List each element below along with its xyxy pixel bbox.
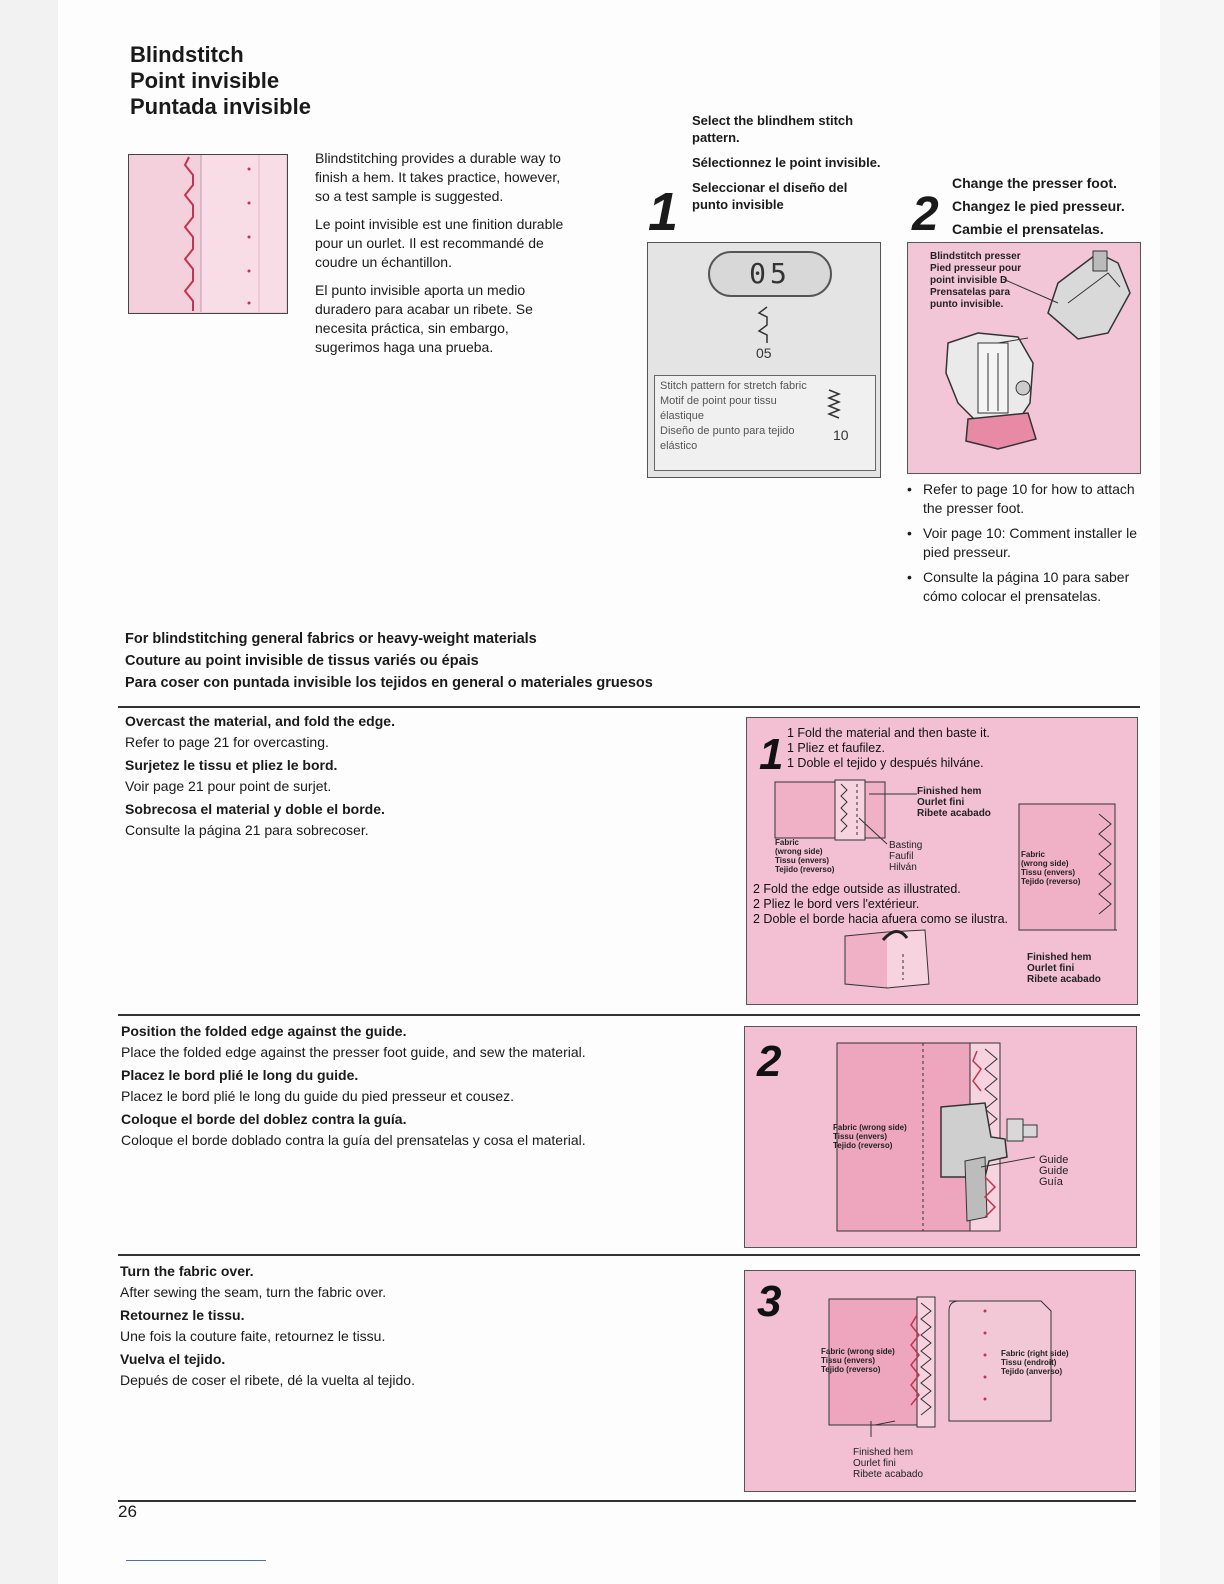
lcd-info-code: 10 [833,427,849,443]
title-es: Puntada invisible [130,94,311,119]
foot-label-fr2: point invisible D [930,275,1008,286]
fabric-d-3: Tejido (reverso) [821,1365,881,1374]
section-en: For blindstitching general fabrics or heavy-weight materials [125,631,537,647]
basting-es: Hilván [889,862,917,873]
fabric-b-3: Tissu (envers) [1021,868,1076,877]
fabric-right-1: Fabric (right side) [1001,1349,1069,1358]
step2-es: Cambie el prensatelas. [952,221,1104,237]
step-c-text-es: Depués de coser el ribete, dé la vuelta al tejido. [120,1372,415,1388]
fabric-b-2: (wrong side) [1021,859,1069,868]
box1-number: 1 [759,730,784,779]
guide-label [1039,1155,1068,1188]
step1-text [692,112,882,221]
intro-es: El punto invisible aporta un medio duradero para acabar un ribete. Se necesita práctica, sin embargo, sugerimos haga una prueba. [315,282,533,355]
guide-en: Guide [1039,1154,1069,1166]
intro-en: Blindstitching provides a durable way to finish a hem. It takes practice, however, so a test sample is suggested. [315,150,561,204]
step2-number: 2 [912,188,939,241]
fabric-c-2: Tissu (envers) [833,1132,888,1141]
step-b-heading-en: Position the folded edge against the guide. [121,1023,407,1039]
note-es: • Consulte la página 10 para saber cómo colocar el prensatelas. [907,568,1147,606]
step1-en: Select the blindhem stitch pattern. [692,113,854,145]
page-number: 26 [118,1502,137,1521]
guide-es: Guía [1039,1176,1063,1188]
box1-l2-es: 2 Doble el borde hacia afuera como se ilustra. [753,912,1009,926]
step1-number: 1 [648,182,679,242]
lcd-info-fr: Motif de point pour tissu élastique [660,395,777,422]
step-b-heading-fr: Placez le bord plié le long du guide. [121,1067,359,1083]
finished-hem-label-b [1027,952,1101,985]
fabric-c-1: Fabric (wrong side) [833,1123,907,1132]
foot-label-es2: punto invisible. [930,299,1004,310]
step-a-heading-fr: Surjetez le tissu et pliez le bord. [125,757,338,773]
section-divider [118,706,1140,708]
intro-fr: Le point invisible est une finition durable pour un ourlet. Il est recommandé de coudre un échantillon. [315,216,564,270]
box1-l1-es: 1 Doble el tejido y después hilváne. [787,756,984,770]
fabric-a-1: Fabric [775,838,800,847]
fabric-right-2: Tissu (endroit) [1001,1358,1057,1367]
step-a-text-es: Consulte la página 21 para sobrecoser. [125,822,369,838]
note-en: • Refer to page 10 for how to attach the presser foot. [907,480,1147,518]
finished-c-fr: Ourlet fini [853,1458,896,1469]
lcd-info-es: Diseño de punto para tejido elástico [660,425,795,452]
box1-l1-fr: 1 Pliez et faufilez. [787,741,885,755]
page-title [130,42,311,120]
stitch-sample-graphic [129,155,286,312]
box1-l1-en: 1 Fold the material and then baste it. [787,726,990,740]
step-c-heading-fr: Retournez le tissu. [120,1307,245,1323]
foot-label-en: Blindstitch presser [930,251,1021,262]
foot-label-es1: Prensatelas para [930,287,1011,298]
finished-hem-label-a [917,786,991,819]
step-overcast-text [125,711,685,843]
step-c-heading-en: Turn the fabric over. [120,1263,254,1279]
step-turn-text [120,1261,680,1393]
step-a-heading-en: Overcast the material, and fold the edge. [125,713,395,729]
finished-a-fr: Ourlet fini [917,797,965,808]
turn-fabric-illustration [744,1270,1136,1492]
finished-c-en: Finished hem [853,1447,914,1458]
step2-fr: Changez le pied presseur. [952,198,1125,214]
footer-divider [118,1500,1136,1502]
blindstitch-symbol-icon [755,305,771,348]
step-c-text-fr: Une fois la couture faite, retournez le tissu. [120,1328,386,1344]
step-b-text-es: Coloque el borde doblado contra la guía del prensatelas y cosa el material. [121,1132,586,1148]
blindstitch-sample-image [128,154,288,314]
step-a-text-fr: Voir page 21 pour point de surjet. [125,778,332,794]
finished-a-es: Ribete acabado [917,808,991,819]
finished-c-es: Ribete acabado [853,1469,924,1480]
fabric-wrong-label-a [775,838,834,874]
guide-fr: Guide [1039,1165,1069,1177]
presser-foot-illustration [907,242,1141,474]
step-c-text-en: After sewing the seam, turn the fabric over. [120,1284,387,1300]
step1-es: Seleccionar el diseño del punto invisible [692,180,848,212]
section-es: Para coser con puntada invisible los tejidos en general o materiales gruesos [125,675,653,691]
section-heading [125,628,653,694]
fabric-a-3: Tissu (envers) [775,856,830,865]
fabric-right-label [1001,1349,1069,1376]
step2-text [952,172,1152,241]
fabric-d-2: Tissu (envers) [821,1356,876,1365]
box1-l2-en: 2 Fold the edge outside as illustrated. [753,882,961,896]
fabric-c-3: Tejido (reverso) [833,1141,893,1150]
foot-label [930,251,1021,311]
step-b-text-en: Place the folded edge against the presser foot guide, and sew the material. [121,1044,586,1060]
intro-text [315,149,565,366]
guide-illustration [744,1026,1137,1248]
lcd-stitch-code: 05 [756,345,772,361]
step-divider-1 [118,1014,1140,1016]
finished-b-es: Ribete acabado [1027,974,1101,985]
scan-right-margin [1160,0,1224,1584]
fabric-b-4: Tejido (reverso) [1021,877,1081,886]
guide-diagram [745,1027,1135,1246]
title-en: Blindstitch [130,42,244,67]
stretch-stitch-icon [825,388,845,422]
box1-step2-text [753,882,1008,927]
fabric-d-1: Fabric (wrong side) [821,1347,895,1356]
step-b-text-fr: Placez le bord plié le long du guide du pied presseur et cousez. [121,1088,515,1104]
box1-l2-fr: 2 Pliez le bord vers l'extérieur. [753,897,920,911]
box2-number: 2 [757,1037,782,1086]
lcd-panel-illustration [647,242,881,478]
note-fr: • Voir page 10: Comment installer le pied presseur. [907,524,1147,562]
box3-number: 3 [757,1277,782,1326]
finished-b-en: Finished hem [1027,952,1092,963]
fabric-a-2: (wrong side) [775,847,823,856]
step-a-text-en: Refer to page 21 for overcasting. [125,734,329,750]
fabric-wrong-label-d [821,1347,895,1374]
lcd-info-box [654,375,876,471]
finished-hem-label-c [853,1447,923,1480]
step-a-heading-es: Sobrecosa el material y doble el borde. [125,801,385,817]
title-fr: Point invisible [130,68,280,93]
foot-label-fr1: Pied presseur pour [930,263,1022,274]
lcd-info-en: Stitch pattern for stretch fabric [660,380,807,392]
finished-a-en: Finished hem [917,786,982,797]
fabric-right-3: Tejido (anverso) [1001,1367,1063,1376]
scan-left-margin [0,0,58,1584]
fold-edge-illustration [746,717,1138,1005]
lcd-display: 05 [708,251,832,297]
basting-en: Basting [889,840,923,851]
step1-fr: Sélectionnez le point invisible. [692,155,881,170]
step-divider-2 [118,1254,1140,1256]
section-fr: Couture au point invisible de tissus variés ou épais [125,653,479,669]
fabric-wrong-label-c [833,1123,907,1150]
turn-diagram [745,1271,1134,1490]
step-position-text [121,1021,721,1153]
basting-label [889,840,922,873]
fabric-b-1: Fabric [1021,850,1046,859]
step-c-heading-es: Vuelva el tejido. [120,1351,226,1367]
fabric-a-4: Tejido (reverso) [775,865,835,874]
fabric-wrong-label-b [1021,850,1080,886]
step2-en: Change the presser foot. [952,175,1117,191]
basting-fr: Faufil [889,851,914,862]
footer-underline [126,1560,266,1561]
presser-foot-notes [907,480,1147,612]
finished-b-fr: Ourlet fini [1027,963,1075,974]
step-b-heading-es: Coloque el borde del doblez contra la guía. [121,1111,407,1127]
